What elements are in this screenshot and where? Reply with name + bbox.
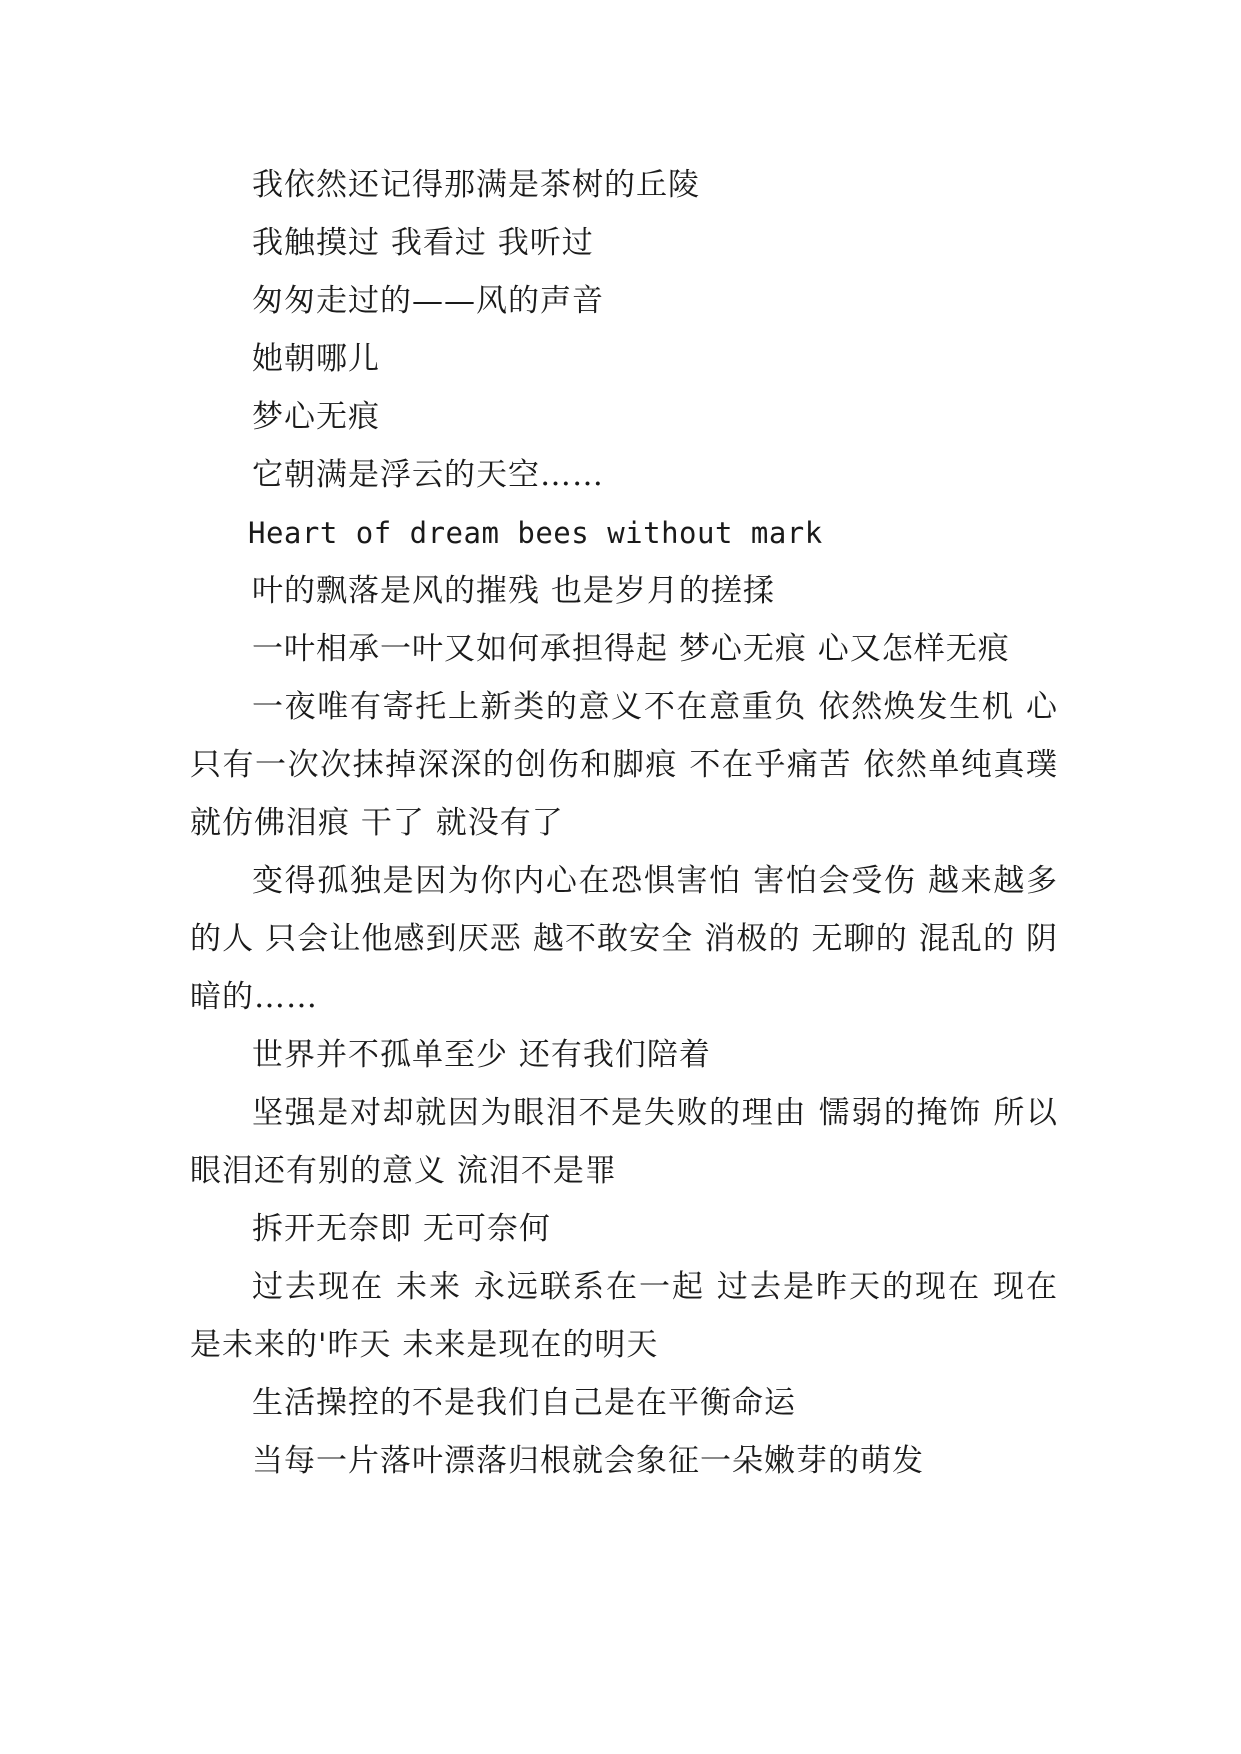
paragraph: 坚强是对却就因为眼泪不是失败的理由 懦弱的掩饰 所以眼泪还有别的意义 流泪不是罪	[190, 1095, 1058, 1189]
paragraph: 世界并不孤单至少 还有我们陪着	[252, 1037, 711, 1073]
paragraph: 匆匆走过的——风的声音	[252, 283, 604, 319]
paragraph: 她朝哪儿	[252, 341, 380, 377]
paragraph: 我依然还记得那满是茶树的丘陵	[252, 167, 700, 203]
paragraph: 变得孤独是因为你内心在恐惧害怕 害怕会受伤 越来越多的人 只会让他感到厌恶 越不敢安全 消极的 无聊的 混乱的 阴暗的……	[190, 863, 1058, 1015]
paragraph: 我触摸过 我看过 我听过	[252, 225, 594, 261]
paragraph: 过去现在 未来 永远联系在一起 过去是昨天的现在 现在是未来的'昨天 未来是现在的明天	[190, 1269, 1058, 1363]
paragraph: 拆开无奈即 无可奈何	[252, 1211, 551, 1247]
paragraph: 当每一片落叶漂落归根就会象征一朵嫩芽的萌发	[252, 1443, 924, 1479]
paragraph-english: Heart of dream bees without mark	[248, 516, 823, 550]
paragraph: 它朝满是浮云的天空……	[252, 457, 604, 493]
paragraph: 叶的飘落是风的摧残 也是岁月的搓揉	[252, 573, 775, 609]
paragraph: 生活操控的不是我们自己是在平衡命运	[252, 1385, 796, 1421]
paragraph: 梦心无痕	[252, 399, 380, 435]
paragraph: 一夜唯有寄托上新类的意义不在意重负 依然焕发生机 心只有一次次抹掉深深的创伤和脚痕 不在乎痛苦 依然单纯真璞 就仿佛泪痕 干了 就没有了	[190, 689, 1058, 841]
document-body	[190, 156, 1058, 1490]
paragraph: 一叶相承一叶又如何承担得起 梦心无痕 心又怎样无痕	[252, 631, 1010, 667]
